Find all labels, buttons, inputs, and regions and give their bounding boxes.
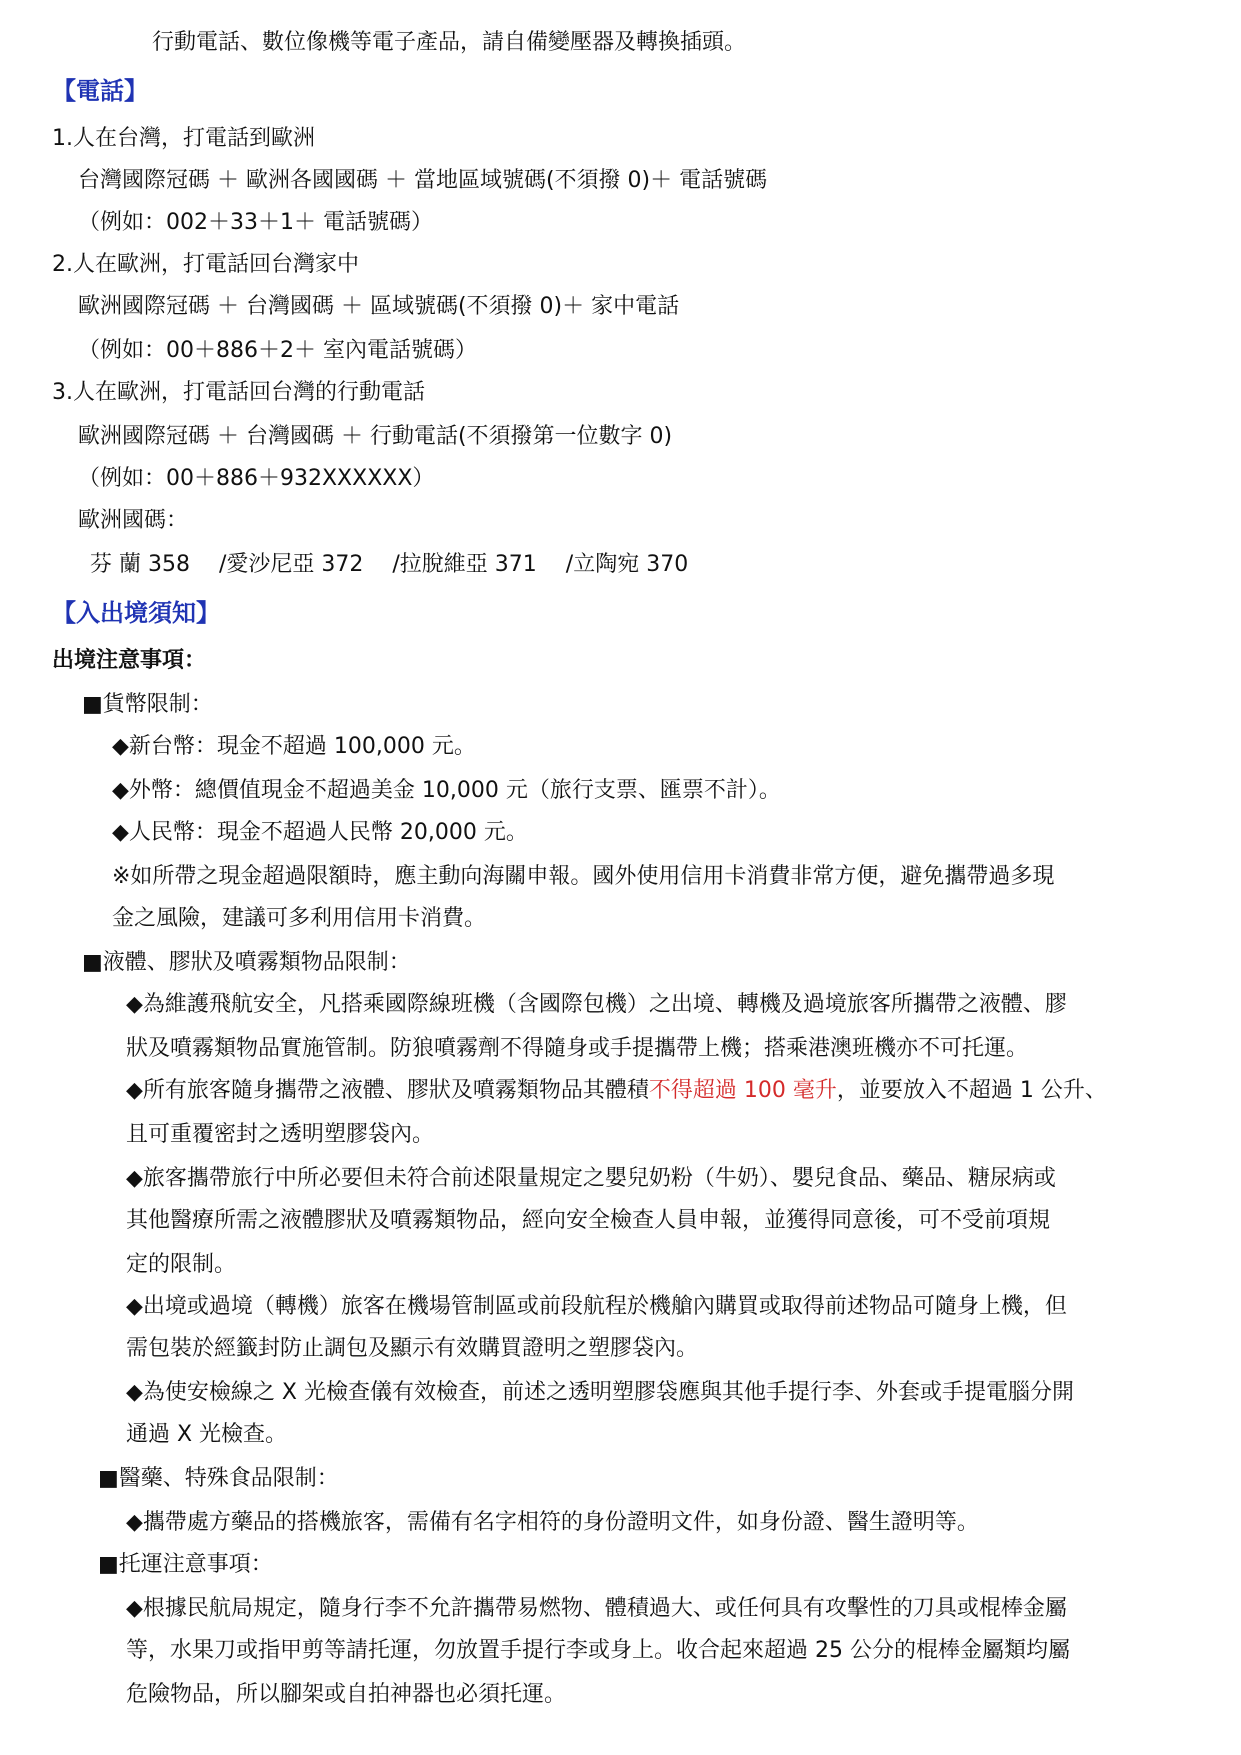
currency-item-foreign: ◆外幣：總價值現金不超過美金 10,000 元（旅行支票、匯票不計）。 [112,778,781,803]
liquids-p5-line-2: 通過 X 光檢查。 [126,1422,288,1447]
liquids-p3-line-3: 定的限制。 [126,1252,237,1277]
phone-item-2-title: 2.人在歐洲，打電話回台灣家中 [52,252,359,277]
liquids-p3-line-1: ◆旅客攜帶旅行中所必要但未符合前述限量規定之嬰兒奶粉（牛奶）、嬰兒食品、藥品、糖尿病或 [126,1166,1056,1191]
phone-item-2-formula: 歐洲國際冠碼 ＋ 台灣國碼 ＋ 區域號碼(不須撥 0)＋ 家中電話 [78,294,680,319]
country-code-lithuania: /立陶宛 370 [565,552,689,577]
phone-heading: 【電話】 [52,77,148,105]
phone-item-3-example: （例如：00＋886＋932XXXXXX） [78,466,435,491]
currency-note-line-2: 金之風險，建議可多利用信用卡消費。 [112,906,487,931]
currency-item-ntd: ◆新台幣：現金不超過 100,000 元。 [112,734,476,759]
phone-item-1-formula: 台灣國際冠碼 ＋ 歐洲各國國碼 ＋ 當地區域號碼(不須撥 0)＋ 電話號碼 [78,168,768,193]
checkin-line-3: 危險物品，所以腳架或自拍神器也必須托運。 [126,1682,567,1707]
country-codes-row [90,550,688,580]
country-code-finland: 芬 蘭 358 [90,552,190,577]
departure-title: 出境注意事項： [52,648,207,673]
phone-item-3-title: 3.人在歐洲，打電話回台灣的行動電話 [52,380,425,405]
checkin-line-2: 等，水果刀或指甲剪等請托運，勿放置手提行李或身上。收合起來超過 25 公分的棍棒金屬類均屬 [126,1638,1070,1663]
liquids-p1-line-1: ◆為維護飛航安全，凡搭乘國際線班機（含國際包機）之出境、轉機及過境旅客所攜帶之液體、膠 [126,992,1067,1017]
liquids-p2-line-1 [126,1076,1107,1106]
liquids-title: ■液體、膠狀及噴霧類物品限制： [82,950,411,975]
country-codes-label: 歐洲國碼： [78,508,189,533]
phone-item-1-example: （例如：002＋33＋1＋ 電話號碼） [78,210,433,235]
phone-item-3-formula: 歐洲國際冠碼 ＋ 台灣國碼 ＋ 行動電話(不須撥第一位數字 0) [78,424,673,449]
liquids-p2-post: ，並要放入不超過 1 公升、 [836,1078,1107,1103]
liquids-p2-pre: ◆所有旅客隨身攜帶之液體、膠狀及噴霧類物品其體積 [126,1078,649,1103]
country-code-estonia: /愛沙尼亞 372 [218,552,364,577]
checkin-line-1: ◆根據民航局規定，隨身行李不允許攜帶易燃物、體積過大、或任何具有攻擊性的刀具或棍棒金屬 [126,1596,1067,1621]
checkin-title: ■托運注意事項： [98,1552,273,1577]
intro-line: 行動電話、數位像機等電子產品，請自備變壓器及轉換插頭。 [152,30,747,55]
liquids-p4-line-1: ◆出境或過境（轉機）旅客在機場管制區或前段航程於機艙內購買或取得前述物品可隨身上機，但 [126,1294,1067,1319]
currency-note-line-1: ※如所帶之現金超過限額時，應主動向海關申報。國外使用信用卡消費非常方便，避免攜帶過多現 [112,864,1055,889]
liquids-p1-line-2: 狀及噴霧類物品實施管制。防狼噴霧劑不得隨身或手提攜帶上機；搭乘港澳班機亦不可托運。 [126,1036,1029,1061]
phone-item-2-example: （例如：00＋886＋2＋ 室內電話號碼） [78,338,477,363]
phone-item-1-title: 1.人在台灣，打電話到歐洲 [52,126,315,151]
currency-title: ■貨幣限制： [82,692,213,717]
medicine-item: ◆攜帶處方藥品的搭機旅客，需備有名字相符的身份證明文件，如身份證、醫生證明等。 [126,1510,979,1535]
liquids-p5-line-1: ◆為使安檢線之 X 光檢查儀有效檢查，前述之透明塑膠袋應與其他手提行李、外套或手提電腦分開 [126,1380,1074,1405]
liquids-p3-line-2: 其他醫療所需之液體膠狀及噴霧類物品，經向安全檢查人員申報，並獲得同意後，可不受前項規 [126,1208,1051,1233]
medicine-title: ■醫藥、特殊食品限制： [98,1466,339,1491]
currency-item-rmb: ◆人民幣：現金不超過人民幣 20,000 元。 [112,820,528,845]
country-code-latvia: /拉脫維亞 371 [392,552,537,577]
liquids-p4-line-2: 需包裝於經籤封防止調包及顯示有效購買證明之塑膠袋內。 [126,1336,699,1361]
liquids-p2-line-2: 且可重覆密封之透明塑膠袋內。 [126,1122,435,1147]
liquids-p2-limit-highlight: 不得超過 100 毫升 [648,1078,837,1103]
immigration-heading: 【入出境須知】 [52,599,220,627]
